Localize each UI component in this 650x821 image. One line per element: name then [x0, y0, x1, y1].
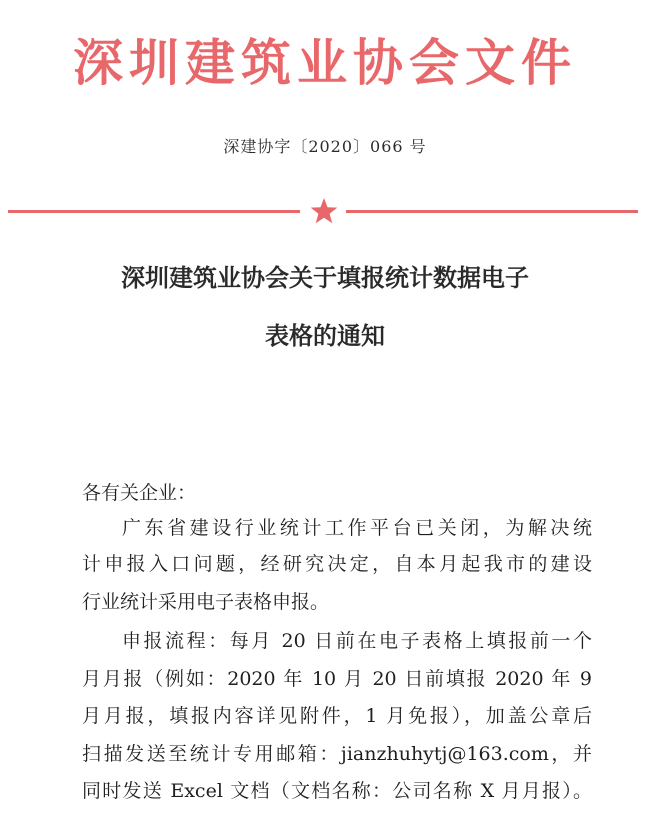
paragraph-2-line-4: 扫描发送至统计专用邮箱：jianzhuhytj@163.com，并	[82, 743, 592, 765]
paragraph-2-line-3: 月月报，填报内容详见附件，1 月免报），加盖公章后	[82, 705, 592, 727]
paragraph-2-line-2: 月月报（例如：2020 年 10 月 20 日前填报 2020 年 9	[82, 668, 592, 690]
paragraph-1-line-3: 行业统计采用电子表格申报。	[82, 591, 330, 613]
paragraph-2-line-5: 同时发送 Excel 文档（文档名称：公司名称 X 月月报）。	[82, 780, 592, 802]
paragraph-1-line-2: 计申报入口问题，经研究决定，自本月起我市的建设	[82, 553, 592, 575]
paragraph-2-line-1: 申报流程：每月 20 日前在电子表格上填报前一个	[122, 630, 592, 652]
salutation: 各有关企业：	[82, 482, 197, 504]
org-header-title: 深圳建筑业协会文件	[73, 33, 577, 92]
red-divider-left	[8, 210, 300, 213]
document-number: 深建协字〔2020〕066 号	[223, 137, 427, 156]
notice-title-line-1: 深圳建筑业协会关于填报统计数据电子	[121, 263, 529, 292]
red-divider-right	[346, 210, 638, 213]
star-icon	[309, 196, 339, 226]
paragraph-1-line-1: 广东省建设行业统计工作平台已关闭，为解决统	[122, 517, 592, 539]
notice-title-line-2: 表格的通知	[265, 321, 385, 350]
